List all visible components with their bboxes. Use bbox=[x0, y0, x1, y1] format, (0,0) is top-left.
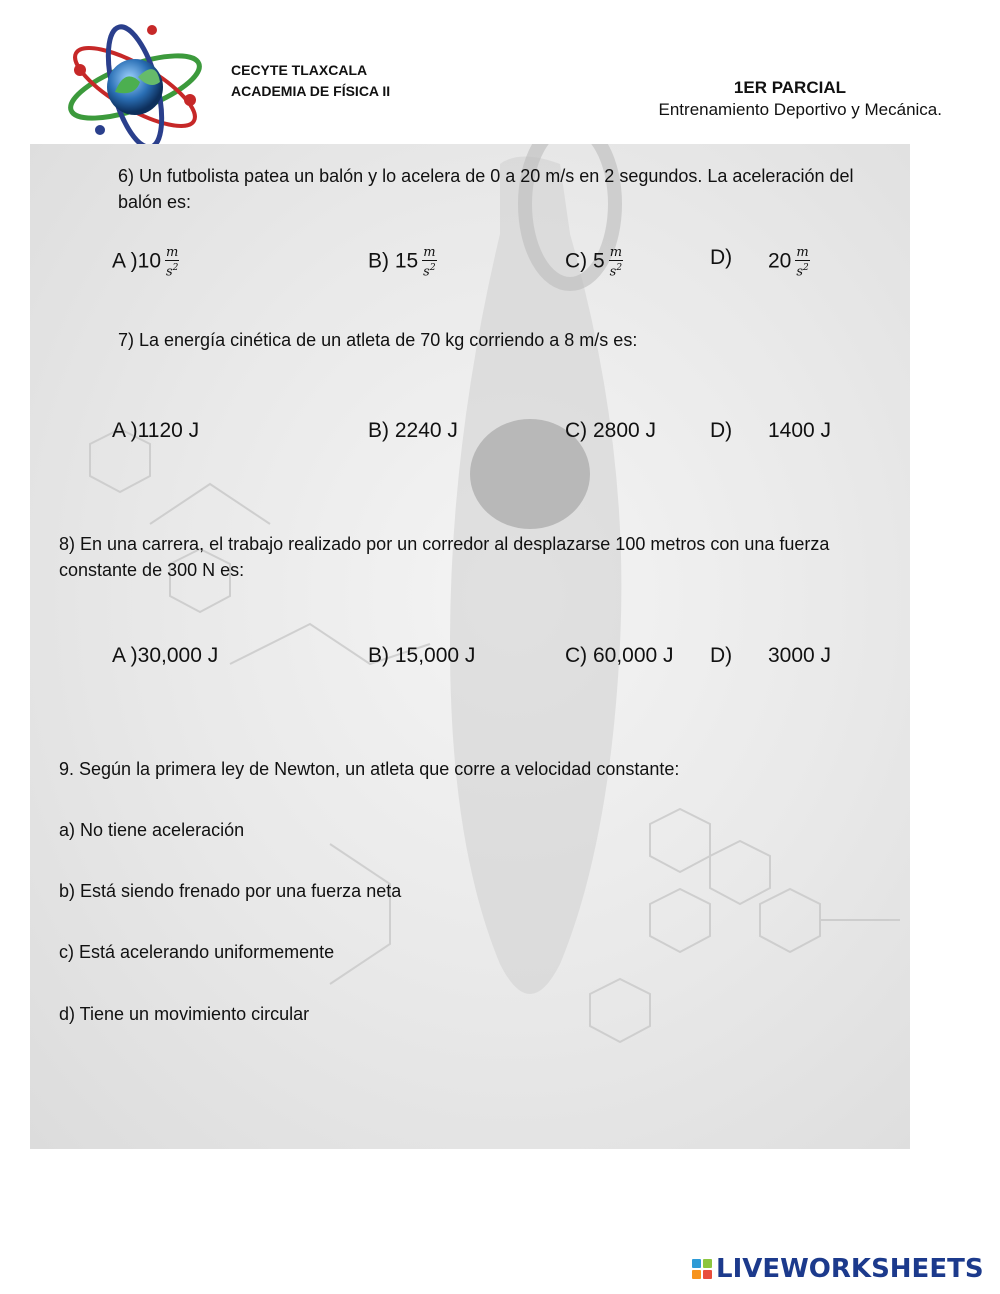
header-institution bbox=[231, 60, 390, 102]
q7-option-b[interactable]: B) 2240 J bbox=[368, 419, 458, 442]
q6-option-b[interactable] bbox=[368, 246, 437, 278]
question-6-text bbox=[118, 163, 854, 215]
unit-fraction: $\frac{m}{s^2}$ bbox=[166, 245, 179, 280]
liveworksheets-logo bbox=[692, 1254, 984, 1284]
q6-option-a-value: A )10 bbox=[112, 249, 162, 273]
q7-option-c[interactable]: C) 2800 J bbox=[565, 419, 657, 442]
subject-name: Entrenamiento Deportivo y Mecánica. bbox=[658, 100, 942, 119]
q6-option-d-value: 20 bbox=[768, 249, 792, 273]
q8-option-d-label: D) bbox=[710, 644, 733, 667]
unit-fraction: $\frac{m}{s^2}$ bbox=[423, 245, 436, 280]
q6-option-c[interactable] bbox=[565, 246, 623, 278]
q8-option-b[interactable]: B) 15,000 J bbox=[368, 644, 476, 667]
q6-option-d-label: D) bbox=[710, 246, 733, 269]
q9-option-c[interactable]: c) Está acelerando uniformemente bbox=[59, 942, 335, 962]
liveworksheets-brand: LIVEWORKSHEETS bbox=[716, 1254, 984, 1284]
exam-name: 1ER PARCIAL bbox=[733, 78, 846, 97]
institution-name: CECYTE TLAXCALA bbox=[231, 62, 368, 78]
unit-fraction: $\frac{m}{s^2}$ bbox=[796, 245, 809, 280]
q9-option-a[interactable]: a) No tiene aceleración bbox=[59, 820, 245, 840]
question-7-text: 7) La energía cinética de un atleta de 70 kg corriendo a 8 m/s es: bbox=[118, 330, 638, 350]
header-exam-title bbox=[560, 78, 942, 120]
q8-option-c[interactable]: C) 60,000 J bbox=[565, 644, 674, 667]
q6-option-d[interactable] bbox=[710, 246, 732, 270]
q7-option-d[interactable]: 1400 J bbox=[768, 419, 832, 442]
academy-name: ACADEMIA DE FÍSICA II bbox=[231, 83, 391, 99]
question-9-text: 9. Según la primera ley de Newton, un atleta que corre a velocidad constante: bbox=[59, 759, 680, 779]
q8-option-a[interactable]: A )30,000 J bbox=[112, 644, 219, 667]
q6-option-d-answer[interactable] bbox=[768, 246, 810, 278]
q6-option-b-value: B) 15 bbox=[368, 249, 419, 273]
question-8-text bbox=[59, 531, 829, 583]
liveworksheets-squares-icon bbox=[692, 1259, 712, 1279]
question-6-line-2: balón es: bbox=[118, 192, 192, 212]
question-8-line-1: 8) En una carrera, el trabajo realizado por un corredor al desplazarse 100 metros con una fuerza bbox=[59, 534, 830, 554]
question-6-line-1: 6) Un futbolista patea un balón y lo acelera de 0 a 20 m/s en 2 segundos. La aceleración del bbox=[118, 166, 854, 186]
q9-option-d[interactable]: d) Tiene un movimiento circular bbox=[59, 1004, 310, 1024]
q6-option-a[interactable] bbox=[112, 246, 179, 278]
unit-fraction: $\frac{m}{s^2}$ bbox=[609, 245, 623, 280]
q8-option-d[interactable]: 3000 J bbox=[768, 644, 832, 667]
q7-option-d-label: D) bbox=[710, 419, 733, 442]
question-8-line-2: constante de 300 N es: bbox=[59, 560, 245, 580]
q7-option-a[interactable]: A )1120 J bbox=[112, 419, 200, 442]
atom-globe-logo bbox=[60, 22, 210, 152]
q9-option-b[interactable]: b) Está siendo frenado por una fuerza neta bbox=[59, 881, 402, 901]
q6-option-c-value: C) 5 bbox=[565, 249, 605, 273]
